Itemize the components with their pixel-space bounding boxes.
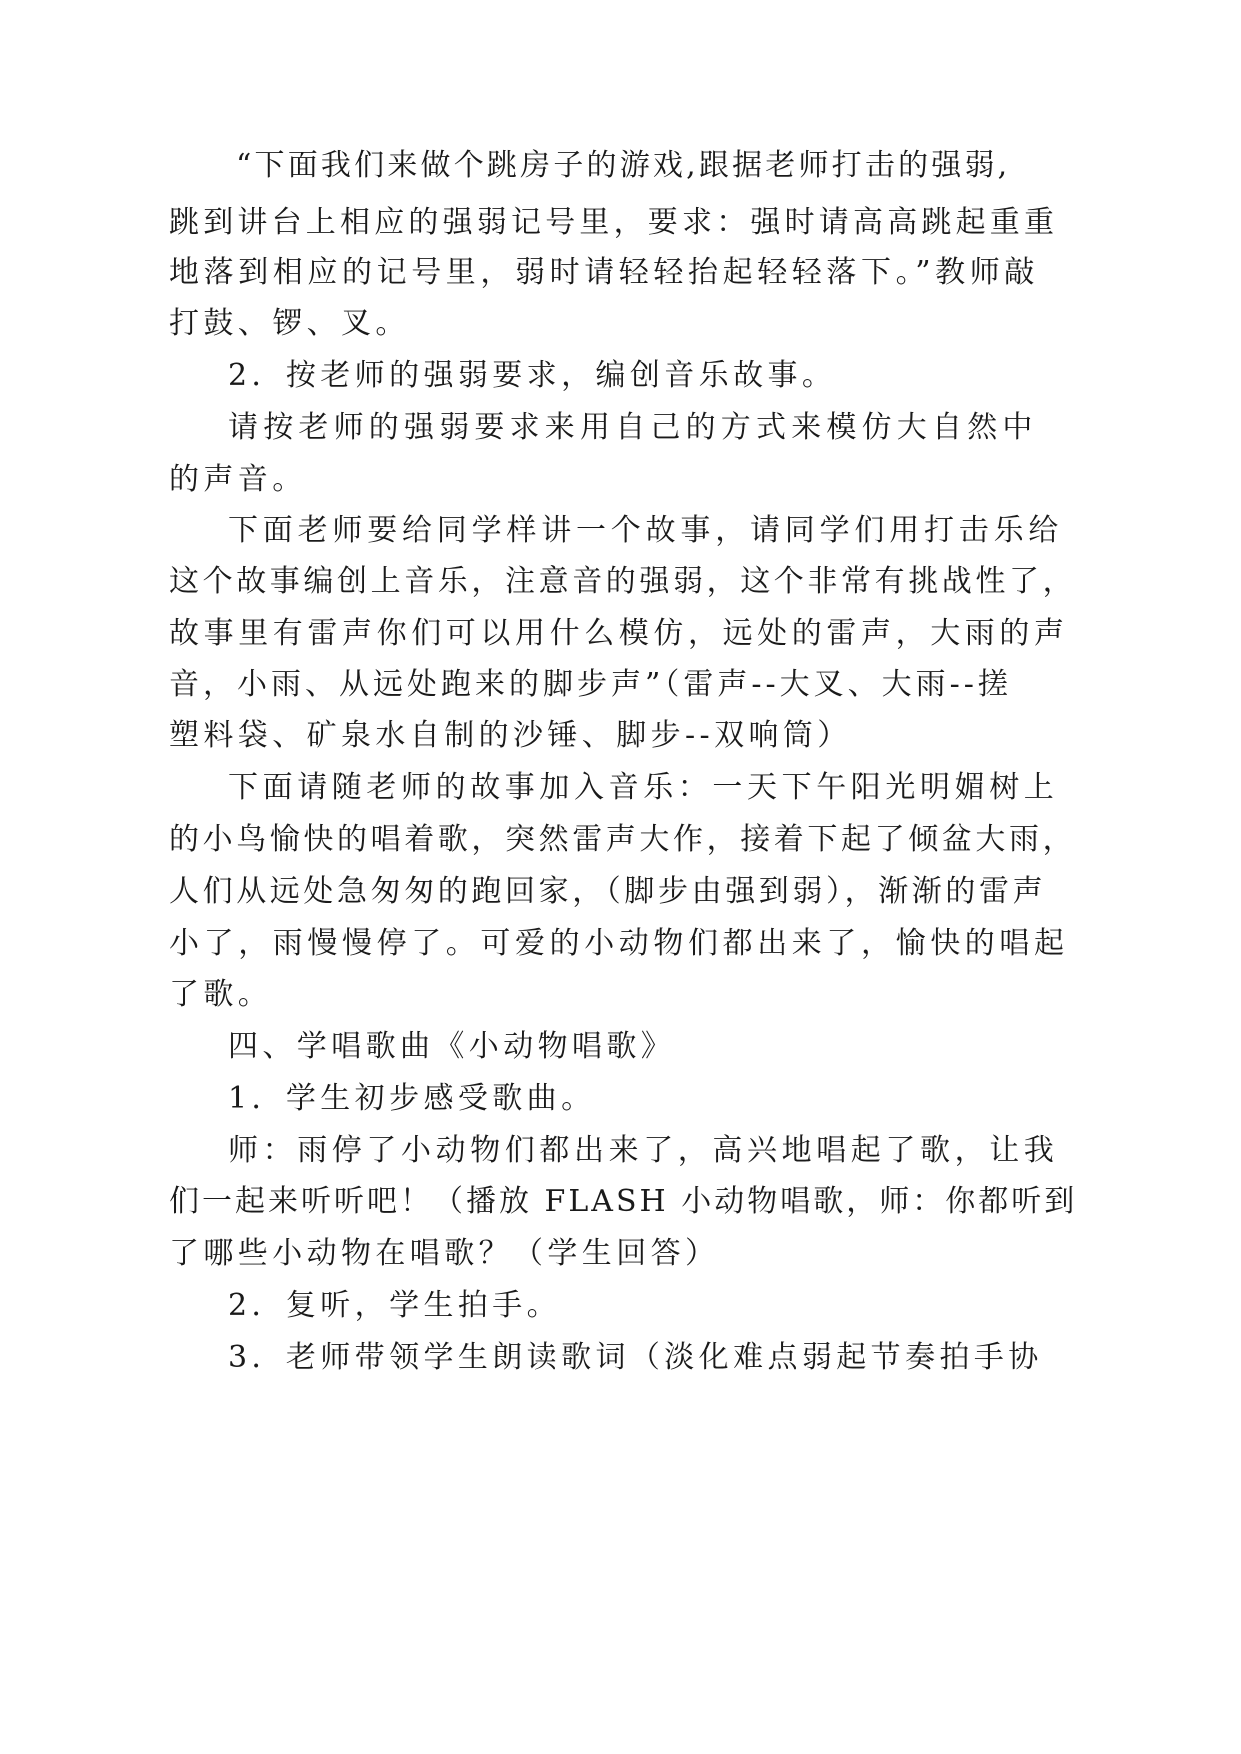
text-line: 3．老师带领学生朗读歌词（淡化难点弱起节奏拍手协 <box>228 1340 1043 1375</box>
text-line: 打鼓、锣、叉。 <box>169 306 410 341</box>
section-heading: 四、学唱歌曲《小动物唱歌》 <box>228 1029 676 1064</box>
text-line: 们一起来听听吧！（播放 FLASH 小动物唱歌，师：你都听到 <box>169 1184 1078 1219</box>
text-line: 2．按老师的强弱要求，编创音乐故事。 <box>228 358 837 393</box>
text-line: 音，小雨、从远处跑来的脚步声”（雷声--大叉、大雨--搓 <box>169 667 1012 702</box>
text-line: 下面请随老师的故事加入音乐：一天下午阳光明媚树上 <box>228 770 1059 805</box>
text-line: 2．复听，学生拍手。 <box>228 1288 562 1323</box>
text-line: 人们从远处急匆匆的跑回家，（脚步由强到弱），渐渐的雷声 <box>169 874 1047 909</box>
text-line: 的声音。 <box>169 462 307 497</box>
text-line: 1．学生初步感受歌曲。 <box>228 1081 596 1116</box>
text-line: 下面老师要给同学样讲一个故事，请同学们用打击乐给 <box>228 513 1064 548</box>
text-line: “下面我们来做个跳房子的游戏,跟据老师打击的强弱, <box>236 148 1011 183</box>
text-line: 跳到讲台上相应的强弱记号里，要求：强时请高高跳起重重 <box>169 205 1059 240</box>
text-line: 了歌。 <box>169 977 273 1012</box>
text-line: 请按老师的强弱要求来用自己的方式来模仿大自然中 <box>228 410 1038 445</box>
text-line: 小了，雨慢慢停了。可爱的小动物们都出来了，愉快的唱起 <box>169 926 1069 961</box>
text-line: 师：雨停了小动物们都出来了，高兴地唱起了歌，让我 <box>228 1133 1059 1168</box>
text-line: 塑料袋、矿泉水自制的沙锤、脚步--双响筒） <box>169 718 852 753</box>
text-line: 了哪些小动物在唱歌？（学生回答） <box>169 1236 720 1271</box>
text-line: 故事里有雷声你们可以用什么模仿，远处的雷声，大雨的声 <box>169 616 1069 651</box>
text-line: 地落到相应的记号里，弱时请轻轻抬起轻轻落下。”教师敲 <box>169 255 1039 290</box>
text-line: 这个故事编创上音乐，注意音的强弱，这个非常有挑战性了， <box>169 564 1077 599</box>
text-line: 的小鸟愉快的唱着歌，突然雷声大作，接着下起了倾盆大雨， <box>169 822 1077 857</box>
